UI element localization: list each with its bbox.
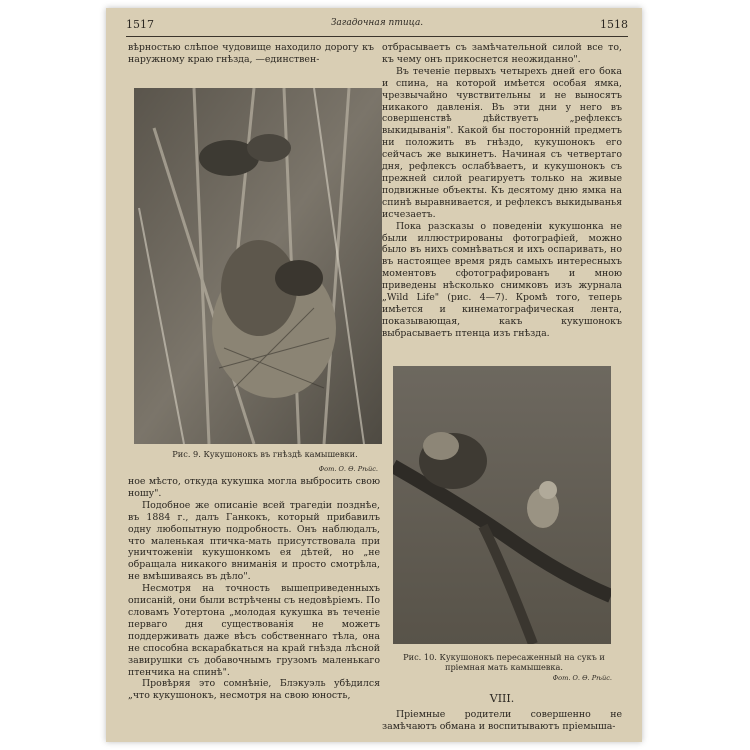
figure-10-credit: Фот. О. Ѳ. Рѣйс. <box>552 674 612 682</box>
figure-9-photo <box>134 88 382 444</box>
paragraph: Провѣряя это сомнѣніе, Блэкуэль убѣдился „что кукушонокъ, несмотря на свою юность, <box>128 678 380 702</box>
paragraph: Пріемные родители совершенно не замѣчаютъ обмана и воспитываютъ пріемыша- <box>382 709 622 732</box>
right-column-top <box>382 42 622 340</box>
paragraph: Несмотря на точность вышеприведенныхъ описаній, они были встрѣчены съ недовѣріемъ. По словамъ Уотертона „молодая кукушка въ теченіе перваго дня существованія не можетъ поддерживать даже вѣсъ собственнаго тѣла, она не способна вскарабкаться на край гнѣзда лѣсной завирушки съ добавочнымъ грузомъ маленькаго птенчика на спинѣ". <box>128 583 380 678</box>
book-page <box>106 8 642 742</box>
figure-9-credit: Фот. О. Ѳ. Рѣйс. <box>318 465 378 473</box>
page-header <box>126 14 628 37</box>
page-number-left: 1517 <box>126 18 154 31</box>
figure-9-caption: Рис. 9. Кукушонокъ въ гнѣздѣ камышевки. <box>172 449 358 459</box>
left-column-bottom <box>128 476 380 702</box>
paragraph: отбрасываетъ съ замѣчательной силой все то, къ чему онъ прикоснется неожиданно". <box>382 42 622 65</box>
left-column-top <box>128 42 374 66</box>
section-heading: VIII. <box>489 692 515 705</box>
page-number-right: 1518 <box>600 18 628 31</box>
paragraph: ное мѣсто, откуда кукушка могла выбросить свою ношу". <box>128 476 380 499</box>
right-column-bottom <box>382 709 622 733</box>
paragraph: Въ теченіе первыхъ четырехъ дней его бока и спина, на которой имѣется особая ямка, чрезвычайно чувствительны и не выносятъ никакого давленія. Въ эти дни у него въ совершенствѣ дѣйствуетъ „рефлексъ выкидыванія". Какой бы посторонній предметъ ни положить въ гнѣздо, кукушонокъ его сейчасъ же выкинетъ. Начиная съ четвертаго дня, рефлексъ ослабѣваетъ, и кукушонокъ съ прежней силой реагируетъ только на живые подвижные объекты. Къ десятому дню ямка на спинѣ выравнивается, и рефлексъ выкидыванья исчезаетъ. <box>382 65 622 220</box>
running-title: Загадочная птица. <box>330 18 424 28</box>
paragraph: Пока разсказы о поведеніи кукушонка не были иллюстрированы фотографіей, можно было въ нихъ сомнѣваться и ихъ оспаривать, но въ настоящее время рядъ самыхъ интересныхъ моментовъ сфотографированъ и мною приведены нѣсколько снимковъ изъ журнала „Wild Life" (рис. 4—7). Кромѣ того, теперь имѣется и кинематографическая лента, показывающая, какъ кукушонокъ выбрасываетъ птенца изъ гнѣзда. <box>382 220 622 339</box>
figure-10-caption: Рис. 10. Кукушонокъ пересаженный на сукъ и пріемная мать камышевка. <box>403 652 605 672</box>
figure-10-photo <box>393 366 611 644</box>
paragraph: Подобное же описаніе всей трагедіи позднѣе, въ 1884 г., далъ Ганкокъ, который прибавилъ одну любопытную подробность. Онъ наблюдалъ, что маленькая птичка-мать присутствовала при уничтоженіи кукушонкомъ ея дѣтей, но „не обращала никакого вниманія и просто смотрѣла, не вмѣшиваясь въ дѣло". <box>128 499 380 583</box>
paragraph: вѣрностью слѣпое чудовище находило дорогу къ наружному краю гнѣзда, —единствен- <box>128 42 374 65</box>
